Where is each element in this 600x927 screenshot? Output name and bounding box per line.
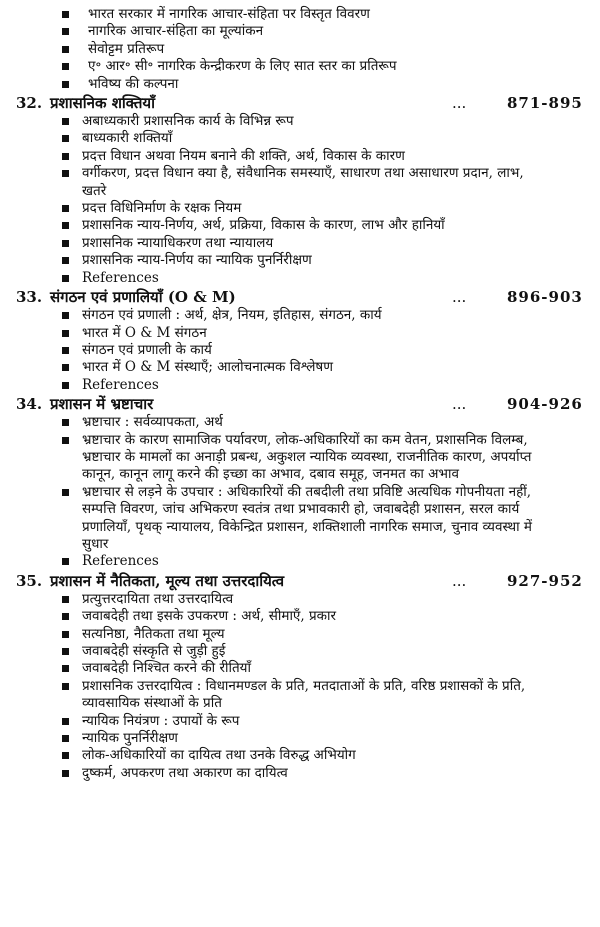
list-item: सत्यनिष्ठा, नैतिकता तथा मूल्य: [0, 626, 600, 643]
chapter-items: [0, 591, 600, 782]
leader-dots: ...: [452, 288, 467, 307]
list-item: बाध्यकारी शक्तियाँ: [0, 130, 600, 147]
chapter-heading: [0, 287, 600, 307]
list-item: जवाबदेही संस्कृति से जुड़ी हुई: [0, 643, 600, 660]
list-item: प्रशासनिक न्याय-निर्णय का न्यायिक पुनर्निरीक्षण: [0, 252, 600, 269]
chapter-number: 35.: [16, 571, 43, 590]
references-item: References: [0, 553, 600, 570]
list-item: भविष्य की कल्पना: [0, 76, 600, 93]
list-item: न्यायिक नियंत्रण : उपायों के रूप: [0, 713, 600, 730]
chapter-heading: [0, 93, 600, 113]
list-item: दुष्कर्म, अपकरण तथा अकारण का दायित्व: [0, 765, 600, 782]
list-item: संगठन एवं प्रणाली के कार्य: [0, 342, 600, 359]
page-range: 896-903: [507, 288, 583, 307]
chapter-title: प्रशासनिक शक्तियाँ: [50, 94, 155, 113]
preamble-list: [0, 6, 600, 93]
list-item: न्यायिक पुनर्निरीक्षण: [0, 730, 600, 747]
list-item: भारत में O & M संस्थाएँ; आलोचनात्मक विश्लेषण: [0, 359, 600, 376]
list-item: भ्रष्टाचार : सर्वव्यापकता, अर्थ: [0, 414, 600, 431]
leader-dots: ...: [452, 94, 467, 113]
page-range: 871-895: [507, 94, 583, 113]
list-item: प्रशासनिक न्यायाधिकरण तथा न्यायालय: [0, 235, 600, 252]
leader-dots: ...: [452, 571, 467, 590]
list-item: लोक-अधिकारियों का दायित्व तथा उनके विरुद्ध अभियोग: [0, 747, 600, 764]
chapter-title: प्रशासन में नैतिकता, मूल्य तथा उत्तरदायित्व: [50, 571, 285, 590]
chapter-title: प्रशासन में भ्रष्टाचार: [50, 395, 154, 414]
list-item: प्रदत्त विधिनिर्माण के रक्षक नियम: [0, 200, 600, 217]
references-item: References: [0, 270, 600, 287]
list-item: वर्गीकरण, प्रदत्त विधान क्या है, संवैधानिक समस्याएँ, साधारण तथा असाधारण प्रदान, लाभ, खतरे: [0, 165, 600, 200]
list-item: प्रशासनिक न्याय-निर्णय, अर्थ, प्रक्रिया, विकास के कारण, लाभ और हानियाँ: [0, 217, 600, 234]
page-range: 904-926: [507, 395, 583, 414]
list-item: संगठन एवं प्रणाली : अर्थ, क्षेत्र, नियम, इतिहास, संगठन, कार्य: [0, 307, 600, 324]
list-item: भ्रष्टाचार से लड़ने के उपचार : अधिकारियों की तबदीली तथा प्रविष्टि अत्यधिक गोपनीयता नहीं, सम्पत्ति विवरण, जांच अभिकरण स्वतंत्र तथा प्रभावकारी हो, जवाबदेही प्रशासन, सरल कार्य प्रणालियाँ, पृथक् न्यायालय, विकेन्द्रित प्रशासन, शक्तिशाली नागरिक समाज, चुनाव व्यवस्था में सुधार: [0, 484, 600, 554]
list-item: जवाबदेही निश्चित करने की रीतियाँ: [0, 660, 600, 677]
list-item: ए॰ आर॰ सी॰ नागरिक केन्द्रीकरण के लिए सात स्तर का प्रतिरूप: [0, 58, 600, 75]
chapter-number: 33.: [16, 288, 43, 307]
list-item: भारत सरकार में नागरिक आचार-संहिता पर विस्तृत विवरण: [0, 6, 600, 23]
list-item: प्रशासनिक उत्तरदायित्व : विधानमण्डल के प्रति, मतदाताओं के प्रति, वरिष्ठ प्रशासकों के प्रति, व्यावसायिक संस्थाओं के प्रति: [0, 678, 600, 713]
chapter-number: 32.: [16, 94, 43, 113]
list-item: नागरिक आचार-संहिता का मूल्यांकन: [0, 23, 600, 40]
chapter-heading: [0, 571, 600, 591]
list-item: प्रदत्त विधान अथवा नियम बनाने की शक्ति, अर्थ, विकास के कारण: [0, 148, 600, 165]
chapter-number: 34.: [16, 395, 43, 414]
chapter-heading: [0, 394, 600, 414]
chapter-items: [0, 307, 600, 394]
list-item: सेवोट्टम प्रतिरूप: [0, 41, 600, 58]
list-item: भ्रष्टाचार के कारण सामाजिक पर्यावरण, लोक-अधिकारियों का कम वेतन, प्रशासनिक विलम्ब, भ्रष्टाचार के मामलों का अनाड़ी प्रबन्ध, अकुशल न्यायिक व्यवस्था, राजनीतिक कारण, अपर्याप्त कानून, कानून लागू करने की इच्छा का अभाव, दबाव समूह, जनमत का अभाव: [0, 432, 600, 484]
references-item: References: [0, 377, 600, 394]
chapter-items: [0, 414, 600, 571]
list-item: अबाध्यकारी प्रशासनिक कार्य के विभिन्न रूप: [0, 113, 600, 130]
chapter-title: संगठन एवं प्रणालियाँ (O & M): [50, 288, 236, 307]
chapter-items: [0, 113, 600, 287]
list-item: प्रत्युत्तरदायिता तथा उत्तरदायित्व: [0, 591, 600, 608]
leader-dots: ...: [452, 395, 467, 414]
page-range: 927-952: [507, 571, 583, 590]
list-item: भारत में O & M संगठन: [0, 325, 600, 342]
list-item: जवाबदेही तथा इसके उपकरण : अर्थ, सीमाएँ, प्रकार: [0, 608, 600, 625]
